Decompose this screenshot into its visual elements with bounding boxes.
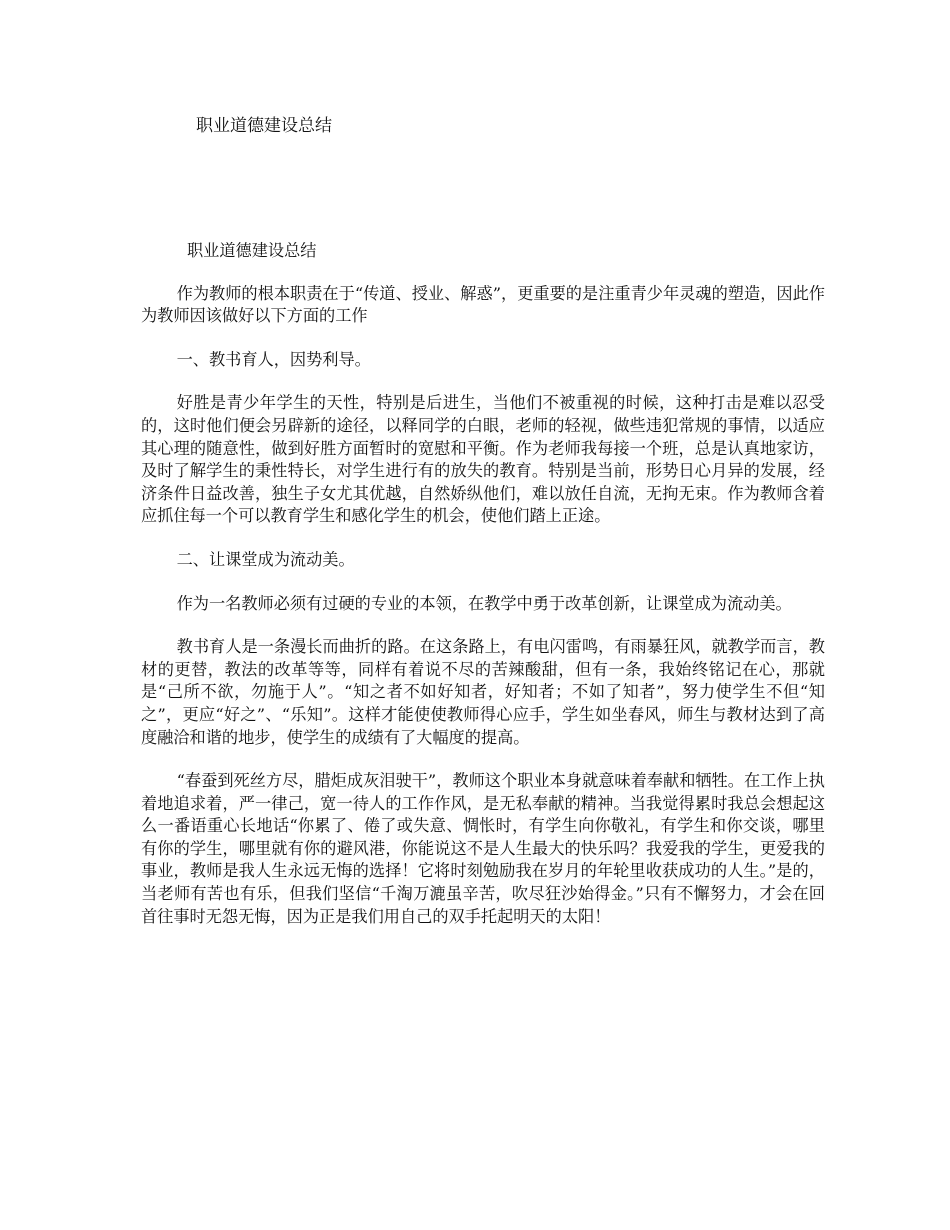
intro-paragraph: 作为教师的根本职责在于“传道、授业、解惑”，更重要的是注重青少年灵魂的塑造，因此作为教师因该做好以下方面的工作 [141,283,825,326]
section-1-paragraph: 好胜是青少年学生的天性，特别是后进生，当他们不被重视的时候，这种打击是难以忍受的，这时他们便会另辟新的途径，以释同学的白眼，老师的轻视，做些违犯常规的事情，以适应其心理的随意性，做到好胜方面暂时的宽慰和平衡。作为老师我每接一个班，总是认真地家访，及时了解学生的秉性特长，对学生进行有的放失的教育。特别是当前，形势日心月异的发展，经济条件日益改善，独生子女尤其优越，自然娇纵他们，难以放任自流，无拘无束。作为教师含着应抓住每一个可以教育学生和感化学生的机会，使他们踏上正途。 [141,393,825,526]
section-heading-1: 一、教书育人，因势利导。 [176,349,371,369]
section-2-paragraph: 教书育人是一条漫长而曲折的路。在这条路上，有电闪雷鸣，有雨暴狂风，就教学而言，教材的更替，教法的改革等等，同样有着说不尽的苦辣酸甜，但有一条，我始终铭记在心，那就是“己所不欲，勿施于人”。“知之者不如好知者，好知者；不如了知者”，努力使学生不但“知之”，更应“好之”、“乐知”。这样才能使使教师得心应手，学生如坐春风，师生与教材达到了高度融洽和谐的地步，使学生的成绩有了大幅度的提高。 [141,637,825,747]
section-2-paragraph: 作为一名教师必须有过硬的专业的本领，在教学中勇于改革创新，让课堂成为流动美。 [176,593,792,613]
section-heading-2: 二、让课堂成为流动美。 [176,549,355,569]
section-2-paragraph: “春蚕到死丝方尽，腊炬成灰泪驶干”，教师这个职业本身就意味着奉献和牺牲。在工作上执着地追求着，严一律己，宽一待人的工作作风，是无私奉献的精神。当我觉得累时我总会想起这么一番语重心长地话“你累了、倦了或失意、惆怅时，有学生向你敬礼，有学生和你交谈，哪里有你的学生，哪里就有你的避风港，你能说这不是人生最大的快乐吗？我爱我的学生，更爱我的事业，教师是我人生永远无悔的选择！它将时刻勉励我在岁月的年轮里收获成功的人生。”是的，当老师有苦也有乐，但我们坚信“千淘万漉虽辛苦，吹尽狂沙始得金。”只有不懈努力，才会在回首往事时无怨无悔，因为正是我们用自己的双手托起明天的太阳！ [141,771,825,926]
document-body [141,240,825,949]
document-header-title: 职业道德建设总结 [196,116,332,136]
document-title: 职业道德建设总结 [187,241,317,260]
